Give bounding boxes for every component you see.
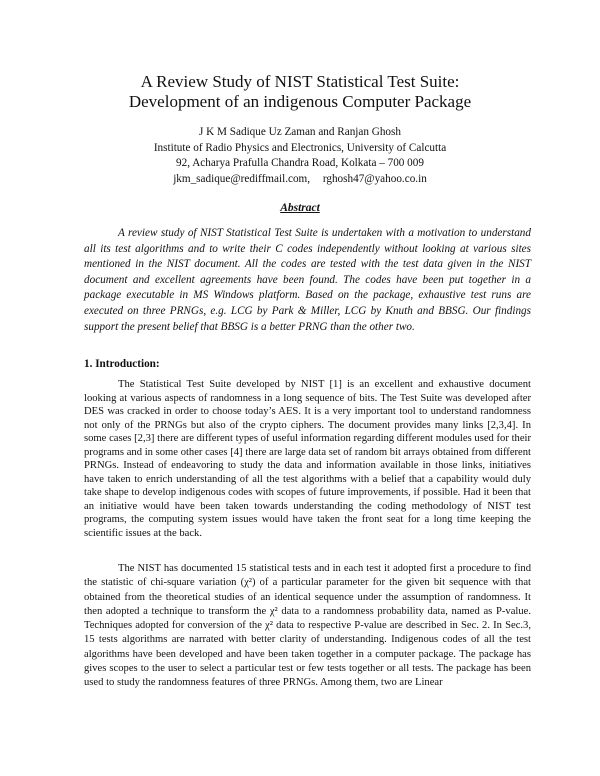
body-paragraph-2: The NIST has documented 15 statistical tests and in each test it adopted first a procedure to find the statistic of chi-square variation (χ²) of a particular parameter for the given bit sequence with that obtained from the theoretical studies of an identical sequence under the assumption of randomness. It then adopted a technique to transform the χ² data to a randomness probability data, named as P-value. Techniques adopted for conversion of the χ² data to respective P-value are described in Sec. 2. In Sec.3, 15 tests algorithms are narrated with better clarity of understanding. Indigenous codes of all the test algorithms have been developed and have been taken together in a computer package. The package has gives scopes to the user to select a particular test or few tests together or all tests. The package has been used to study the randomness features of three PRNGs. Among them, two are Linear <box>84 563 531 689</box>
abstract-text: A review study of NIST Statistical Test Suite is undertaken with a motivation to understand all its test algorithms and to write their C codes independently without looking at various sites mentioned in the NIST document. All the codes are tested with the test data given in the NIST document and excellent agreements have been found. The codes have been put together in a package executable in MS Windows platform. Based on the package, exhaustive test runs are executed on three PRNGs, e.g. LCG by Park & Miller, LCG by Knuth and BBSG. Our findings support the present belief that BBSG is a better PRNG than the other two. <box>84 227 531 333</box>
paper-title-line-1: A Review Study of NIST Statistical Test Suite: <box>140 72 460 91</box>
abstract-heading: Abstract <box>280 202 320 214</box>
affiliation: Institute of Radio Physics and Electronics, University of Calcutta <box>153 141 447 154</box>
author-names: J K M Sadique Uz Zaman and Ranjan Ghosh <box>199 126 401 138</box>
email-2: rghosh47@yahoo.co.in <box>322 172 427 185</box>
section-heading-introduction: 1. Introduction: <box>84 358 160 370</box>
email-row <box>60 172 540 188</box>
author-block <box>60 125 540 187</box>
email-1: jkm_sadique@rediffmail.com, <box>173 172 311 185</box>
paper-title-line-2: Development of an indigenous Computer Package <box>128 92 472 111</box>
body-paragraph-1: The Statistical Test Suite developed by NIST [1] is an excellent and exhaustive document looking at various aspects of randomness in a long sequence of bits. The Test Suite was developed after DES was cracked in order to choose today’s AES. It is a very important tool to understand randomness not only of the PRNGs but also of the crypto ciphers. The document provides many links [2,3,4]. In some cases [2,3] there are different types of useful information regarding different modules used for their programs and in some other cases [4] there are large data set of random bit arrays obtained from different PRNGs. Instead of endeavoring to study the data and information available in those links, initiatives have taken to enrich understanding of all the test algorithms with a belief that a capability would duly take shape to develop indigenous codes with scopes of future improvements, if possible. Had it been that an initiative would have been taken towards understanding the coding methodology of NIST test programs, the computing system issues would have taken the front seat for a long time keeping the scientific issues at the back. <box>84 379 531 539</box>
address: 92, Acharya Prafulla Chandra Road, Kolkata – 700 009 <box>176 157 424 169</box>
